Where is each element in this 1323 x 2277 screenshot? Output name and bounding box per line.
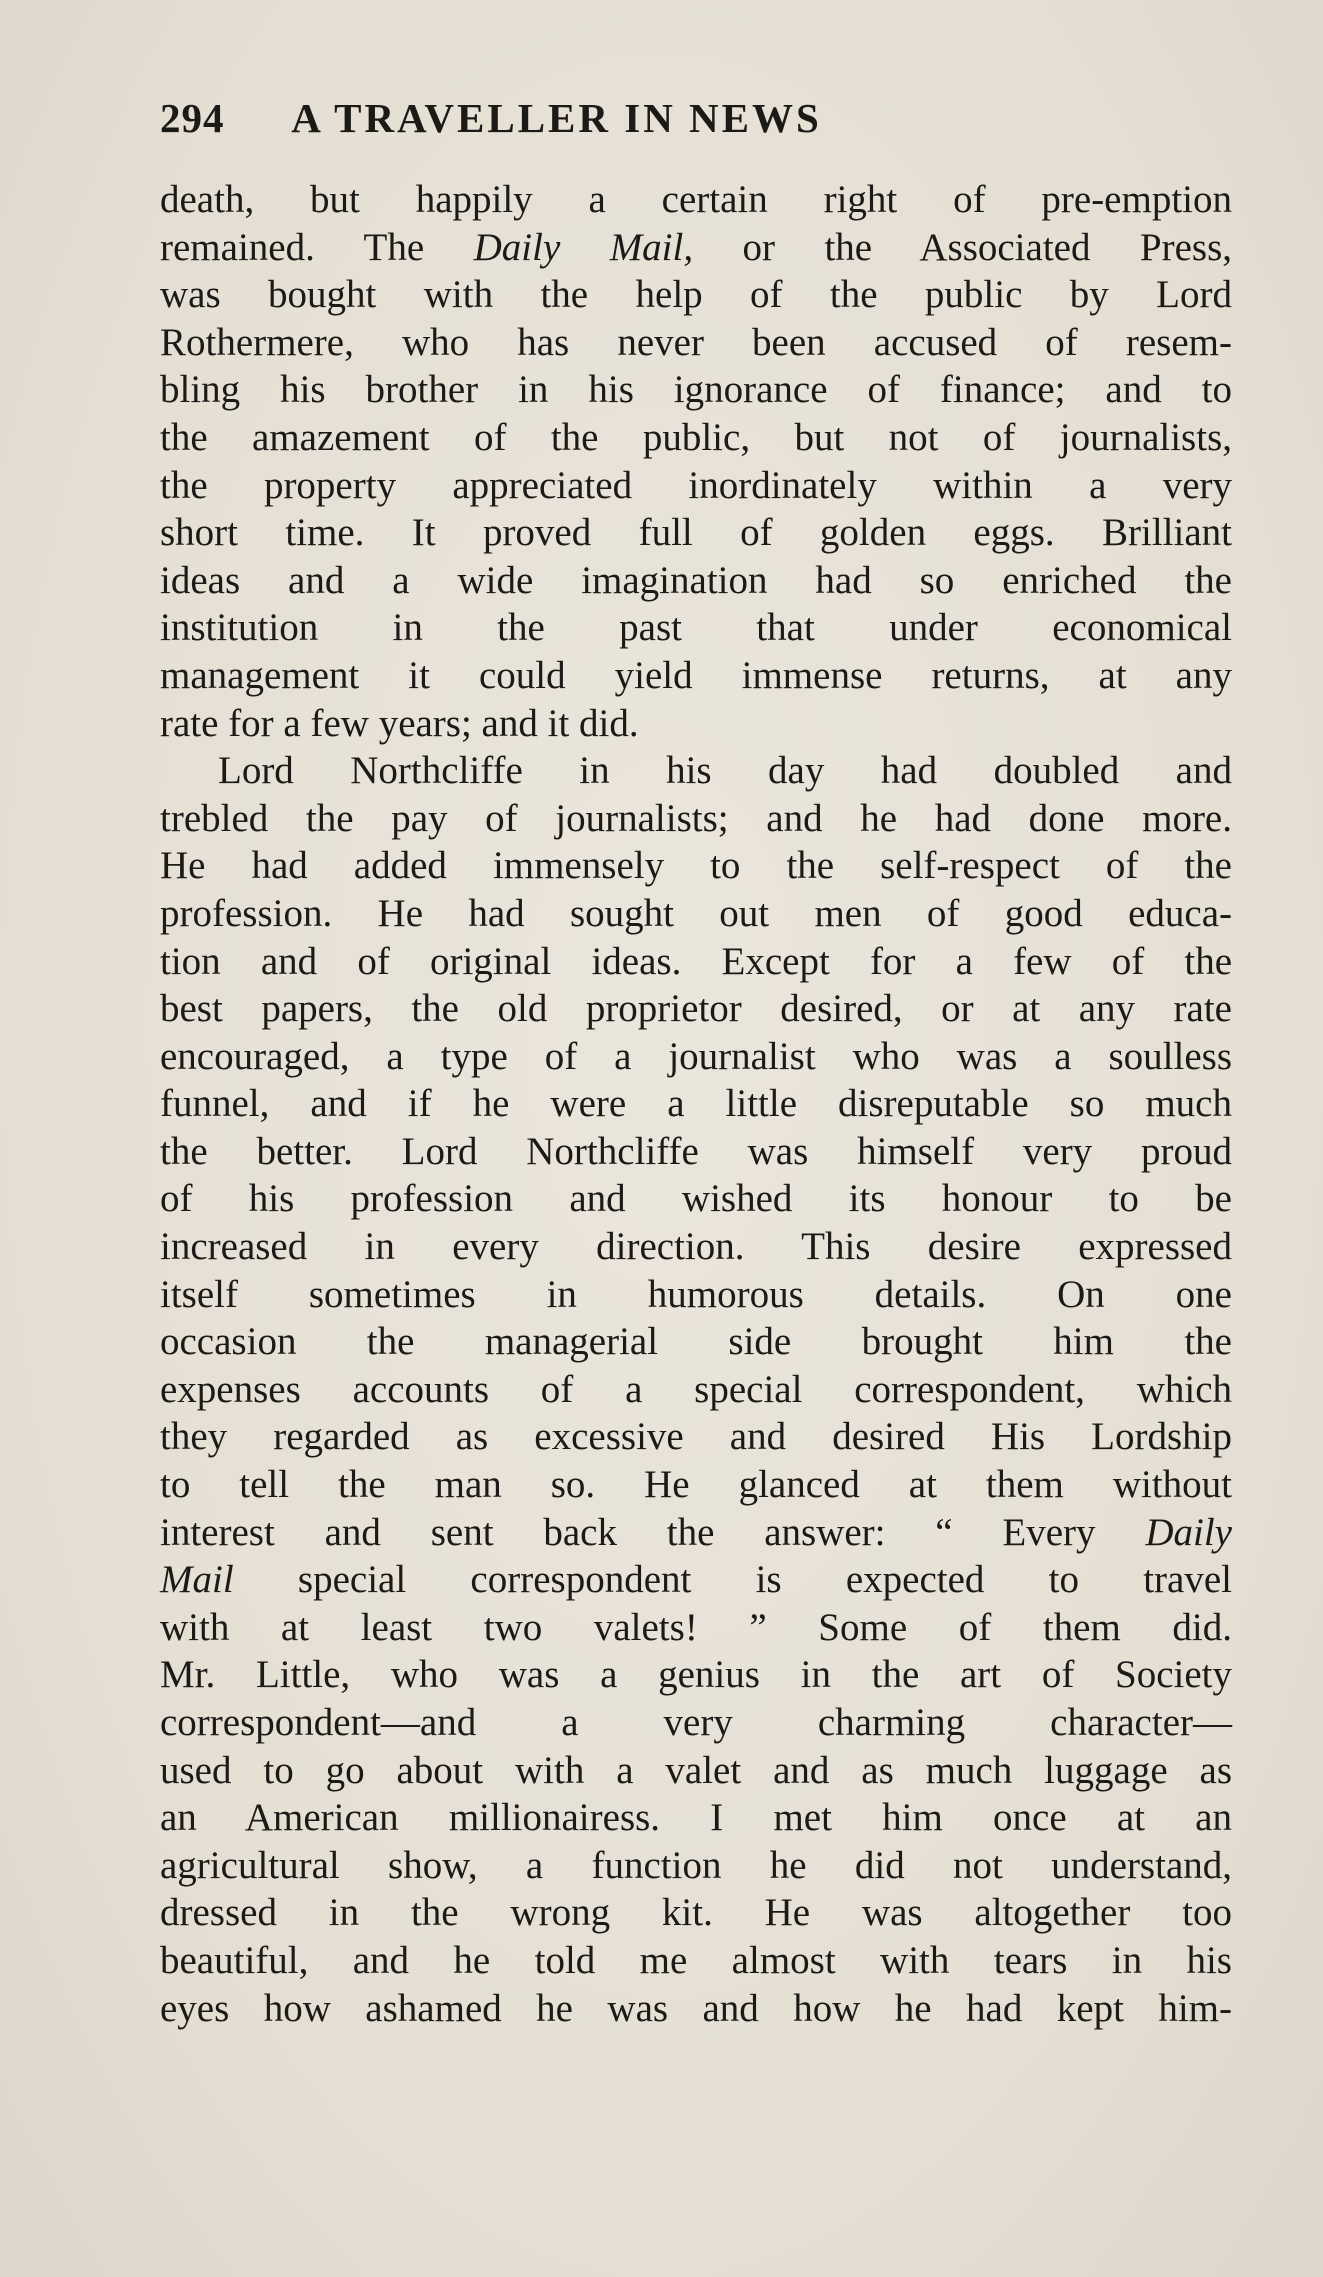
text-segment: correspondent—and a very charming character— [160, 1701, 1232, 1744]
text-segment: He had added immensely to the self-respect of the [160, 844, 1232, 888]
text-segment: increased in every direction. This desire expressed [160, 1225, 1232, 1269]
text-line [160, 1271, 1232, 1319]
text-segment: tion and of original ideas. Except for a few of the [160, 939, 1232, 983]
text-line [160, 224, 1232, 272]
text-segment: used to go about with a valet and as much luggage as [160, 1748, 1232, 1792]
text-segment: itself sometimes in humorous details. On one [160, 1272, 1232, 1316]
text-line [160, 890, 1232, 938]
body-text [160, 176, 1232, 2032]
text-line [160, 1080, 1232, 1128]
text-segment: with at least two valets! ” Some of them did. [160, 1605, 1232, 1649]
text-line [160, 1699, 1232, 1747]
text-line [160, 319, 1232, 367]
text-line [160, 1128, 1232, 1176]
text-segment: eyes how ashamed he was and how he had kept him- [160, 1986, 1232, 2030]
text-line [160, 366, 1232, 414]
text-segment: they regarded as excessive and desired His Lordship [160, 1415, 1232, 1459]
text-segment: funnel, and if he were a little disreputable so much [160, 1082, 1232, 1126]
text-line [160, 604, 1232, 652]
page-number: 294 [160, 95, 225, 141]
text-line [160, 1366, 1232, 1414]
running-head [160, 88, 1240, 148]
text-line [160, 1889, 1232, 1937]
text-segment: expenses accounts of a special correspondent, which [160, 1367, 1232, 1411]
text-line [160, 1509, 1232, 1557]
text-line [160, 557, 1232, 605]
text-line [160, 1175, 1232, 1223]
text-line [160, 1937, 1232, 1985]
text-segment: or the Associated Press, [693, 225, 1232, 269]
text-line [160, 1223, 1232, 1271]
italic-text-segment: Daily Mail, [473, 225, 694, 269]
text-segment: occasion the managerial side brought him the [160, 1320, 1232, 1364]
text-segment: profession. He had sought out men of good educa- [160, 891, 1232, 935]
text-segment: special correspondent is expected to travel [233, 1558, 1232, 1602]
text-segment: management it could yield immense returns, at any [160, 653, 1232, 697]
text-line [160, 842, 1232, 890]
text-segment: beautiful, and he told me almost with tears in his [160, 1938, 1232, 1982]
italic-text-segment: Mail [160, 1558, 234, 1602]
text-segment: the amazement of the public, but not of journalists, [160, 415, 1232, 459]
text-segment: Mr. Little, who was a genius in the art of Society [160, 1653, 1232, 1697]
text-segment: best papers, the old proprietor desired, or at any rate [160, 987, 1232, 1031]
text-segment: interest and sent back the answer: “ Every [160, 1510, 1146, 1554]
text-line [160, 1985, 1232, 2033]
text-line [160, 414, 1232, 462]
text-line [160, 271, 1232, 319]
text-line [160, 1604, 1232, 1652]
text-line [160, 652, 1232, 700]
text-line [160, 176, 1232, 224]
text-segment: bling his brother in his ignorance of finance; and to [160, 368, 1232, 412]
text-segment: short time. It proved full of golden eggs. Brilliant [160, 511, 1232, 555]
text-line [160, 985, 1232, 1033]
text-line [160, 1842, 1232, 1890]
text-line [160, 795, 1232, 843]
text-segment: remained. The [160, 225, 474, 269]
text-segment: rate for a few years; and it did. [160, 701, 639, 745]
text-segment: an American millionairess. I met him once at an [160, 1796, 1232, 1840]
italic-text-segment: Daily [1145, 1510, 1232, 1554]
text-segment: was bought with the help of the public by Lord [160, 273, 1232, 317]
text-segment: ideas and a wide imagination had so enriched the [160, 558, 1232, 602]
text-line [160, 1413, 1232, 1461]
text-line [160, 509, 1232, 557]
text-segment: trebled the pay of journalists; and he had done more. [160, 796, 1232, 840]
text-segment: agricultural show, a function he did not understand, [160, 1843, 1232, 1887]
text-segment: dressed in the wrong kit. He was altogether too [160, 1891, 1232, 1935]
text-segment: institution in the past that under economical [160, 606, 1232, 650]
text-segment: the better. Lord Northcliffe was himself very proud [160, 1129, 1232, 1173]
text-segment: to tell the man so. He glanced at them without [160, 1463, 1232, 1507]
text-line [160, 938, 1232, 986]
text-line [160, 1651, 1232, 1699]
text-segment: encouraged, a type of a journalist who was a soulless [160, 1034, 1232, 1078]
text-line [160, 1461, 1232, 1509]
text-line [160, 462, 1232, 510]
text-line [160, 1794, 1232, 1842]
text-segment: the property appreciated inordinately within a very [160, 463, 1232, 507]
text-line [160, 1556, 1232, 1604]
text-segment: death, but happily a certain right of pre-emption [160, 178, 1232, 221]
text-line [160, 1747, 1232, 1795]
text-line [160, 700, 1232, 748]
text-segment: Rothermere, who has never been accused of resem- [160, 320, 1232, 364]
text-line [160, 1033, 1232, 1081]
text-line [160, 747, 1232, 795]
text-segment: of his profession and wished its honour to be [160, 1177, 1232, 1221]
running-title: A TRAVELLER IN NEWS [291, 95, 822, 141]
text-line [160, 1318, 1232, 1366]
text-segment: Lord Northcliffe in his day had doubled and [218, 749, 1232, 793]
